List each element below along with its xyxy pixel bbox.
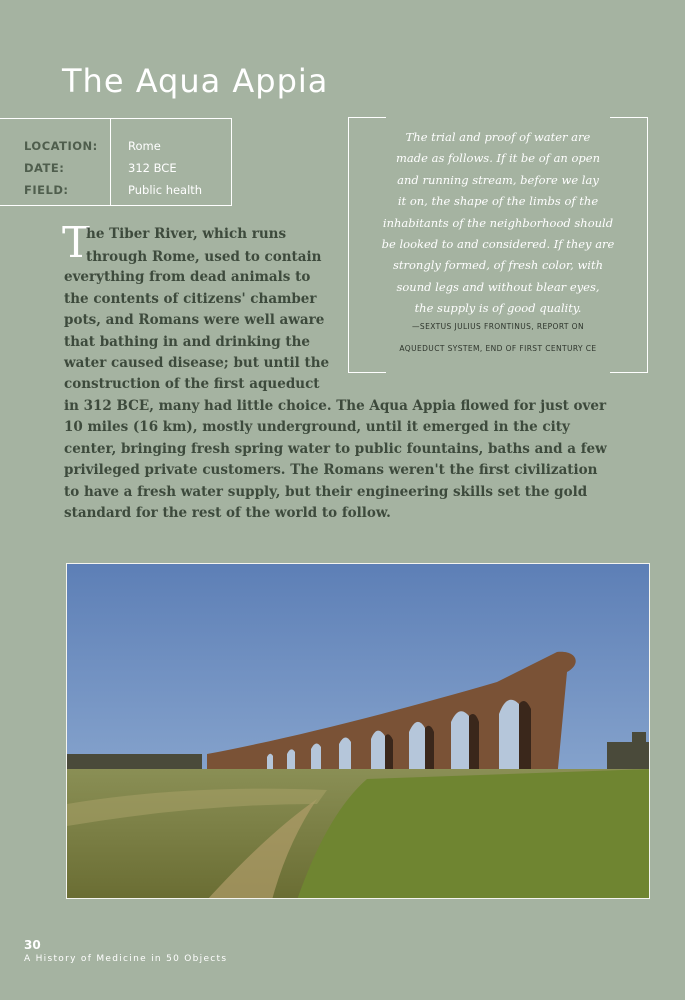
aqueduct-photo <box>66 563 650 899</box>
body-line: center, bringing fresh spring water to public fountains, baths and a few <box>64 441 607 457</box>
field-value: Public health <box>128 183 203 197</box>
location-label: LOCATION: <box>24 139 98 153</box>
body-line: through Rome, used to contain <box>86 249 322 265</box>
body-line: everything from dead animals to <box>64 269 311 285</box>
drop-cap: T <box>62 218 91 267</box>
info-divider <box>110 119 111 205</box>
quote-attribution <box>352 316 644 360</box>
quote-line: made as follows. If it be of an open <box>396 151 600 166</box>
body-line: 10 miles (16 km), mostly underground, until it emerged in the city <box>64 419 570 435</box>
quote-line: it on, the shape of the limbs of the <box>397 194 599 209</box>
field-label: FIELD: <box>24 183 69 197</box>
info-labels <box>24 135 98 201</box>
date-label: DATE: <box>24 161 65 175</box>
location-value: Rome <box>128 139 161 153</box>
quote-box <box>348 117 648 373</box>
quote-line: inhabitants of the neighborhood should <box>382 215 614 230</box>
quote-line: and running stream, before we lay <box>397 172 599 187</box>
quote-line: be looked to and considered. If they are <box>381 237 615 252</box>
quote-line: The trial and proof of water are <box>405 130 591 144</box>
body-line: in 312 BCE, many had little choice. The Aqua Appia flowed for just over <box>64 398 607 414</box>
quote-line: strongly formed, of fresh color, with <box>392 258 604 273</box>
book-title: A History of Medicine in 50 Objects <box>24 954 228 964</box>
page-number: 30 <box>24 938 41 952</box>
body-line: construction of the first aqueduct <box>64 376 320 392</box>
quote-line: the supply is of good quality. <box>414 301 582 316</box>
quote-line: sound legs and without blear eyes, <box>396 279 600 294</box>
body-line: water caused disease; but until the <box>64 355 330 371</box>
body-line: standard for the rest of the world to follow. <box>64 505 391 521</box>
info-box <box>0 118 232 206</box>
quote-text <box>352 127 644 320</box>
info-values <box>128 135 202 201</box>
body-line: he Tiber River, which runs <box>86 226 287 242</box>
body-line: privileged private customers. The Romans weren't the first civilization <box>64 462 598 478</box>
page-title: The Aqua Appia <box>62 62 329 100</box>
date-value: 312 BCE <box>128 161 177 175</box>
attribution-line: AQUEDUCT SYSTEM, END OF FIRST CENTURY CE <box>399 344 597 353</box>
body-line: the contents of citizens' chamber <box>64 291 317 307</box>
aqueduct-illustration <box>67 564 650 899</box>
body-line: that bathing in and drinking the <box>64 334 310 350</box>
body-line: to have a fresh water supply, but their engineering skills set the gold <box>64 484 588 500</box>
body-line: pots, and Romans were well aware <box>64 312 325 328</box>
attribution-line: —SEXTUS JULIUS FRONTINUS, REPORT ON <box>412 322 584 331</box>
